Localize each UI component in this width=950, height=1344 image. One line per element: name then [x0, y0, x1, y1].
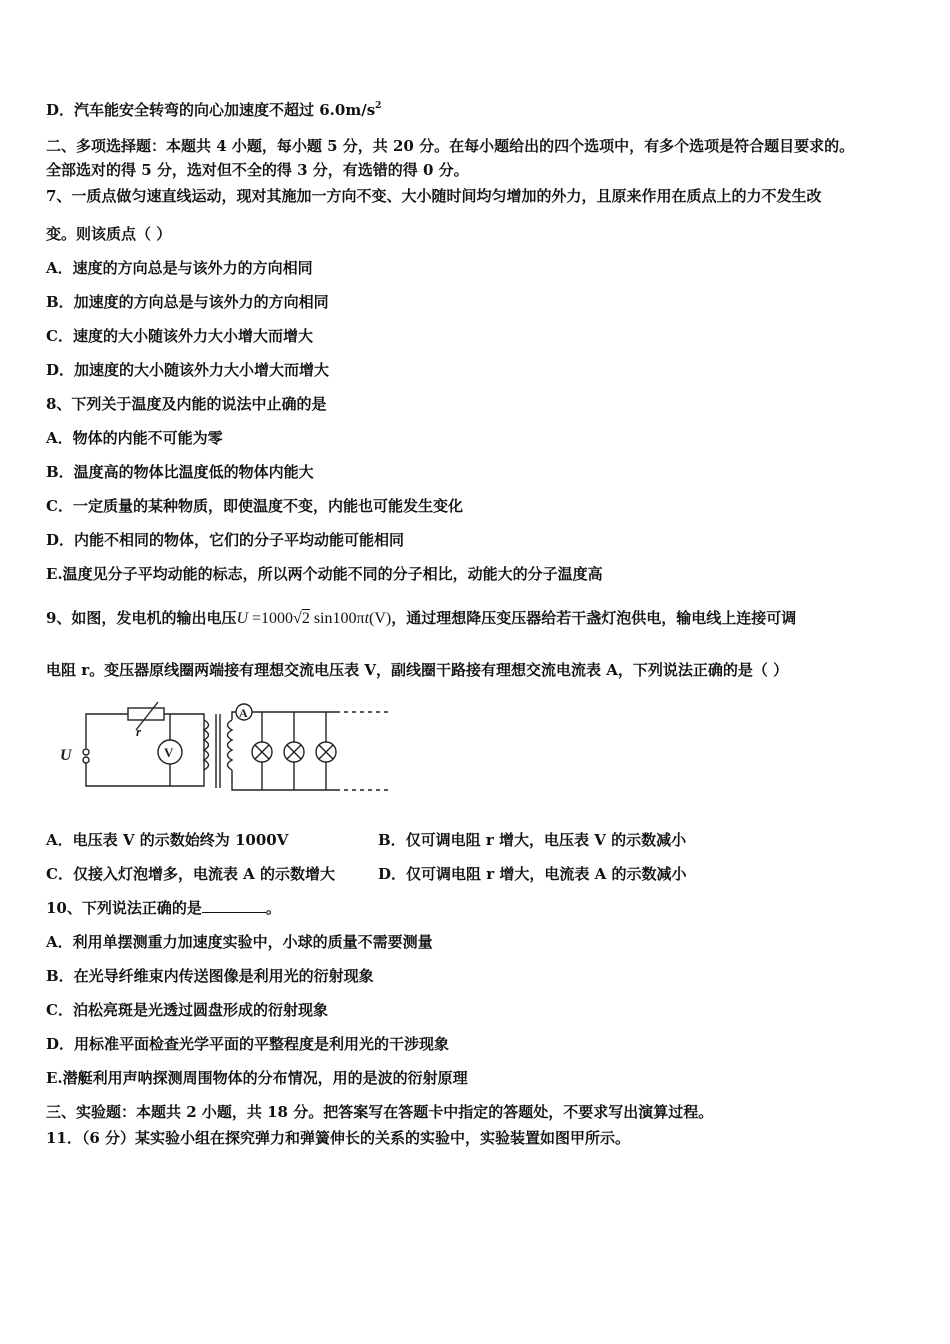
q9-option-d: D．仅可调电阻 r 增大，电流表 A 的示数减小	[378, 865, 687, 883]
q9-option-b: B．仅可调电阻 r 增大，电压表 V 的示数减小	[378, 831, 687, 849]
q11-stem: 11．（6 分）某实验小组在探究弹力和弹簧伸长的关系的实验中，实验装置如图甲所示。	[46, 1129, 631, 1147]
resistor-label: r	[136, 724, 142, 739]
section3-header: 三、实验题：本题共 2 小题，共 18 分。把答案写在答题卡中指定的答题处，不要求写出演算过程。	[46, 1103, 714, 1121]
q8-stem: 8、下列关于温度及内能的说法中止确的是	[46, 395, 327, 413]
q8-option-c: C．一定质量的某种物质，即使温度不变，内能也可能发生变化	[46, 497, 463, 515]
q8-option-b: B．温度高的物体比温度低的物体内能大	[46, 463, 314, 481]
q10-option-e: E.潜艇利用声呐探测周围物体的分布情况，用的是波的衍射原理	[46, 1069, 468, 1087]
q7-stem-line1: 7、一质点做匀速直线运动，现对其施加一方向不变、大小随时间均匀增加的外力，且原来作用在质点上的力不发生改	[46, 187, 822, 205]
q8-option-d: D．内能不相同的物体，它们的分子平均动能可能相同	[46, 531, 405, 549]
circuit-diagram	[54, 700, 400, 800]
voltmeter-label: V	[164, 745, 174, 760]
q9-option-a: A．电压表 V 的示数始终为 1000V	[46, 831, 289, 849]
q10-option-a: A．利用单摆测重力加速度实验中，小球的质量不需要测量	[46, 933, 433, 951]
ammeter-label: A	[239, 706, 248, 720]
section2-header-line1: 二、多项选择题：本题共 4 小题，每小题 5 分，共 20 分。在每小题给出的四个选项中，有多个选项是符合题目要求的。	[46, 137, 855, 155]
q7-stem-line2: 变。则该质点（ ）	[46, 225, 172, 243]
section2-header-line2: 全部选对的得 5 分，选对但不全的得 3 分，有选错的得 0 分。	[46, 161, 469, 179]
q7-option-d: D．加速度的大小随该外力大小增大而增大	[46, 361, 330, 379]
q9-stem-line2: 电阻 r。变压器原线圈两端接有理想交流电压表 V，副线圈干路接有理想交流电流表 A，下列说法正确的是（ ）	[46, 661, 789, 679]
q9-stem-line1: 9、如图，发电机的输出电压U =1000√2 sin100πt(V)，通过理想降压变压器给若干盏灯泡供电，输电线上连接可调	[46, 609, 797, 627]
q10-option-c: C．泊松亮斑是光透过圆盘形成的衍射现象	[46, 1001, 328, 1019]
q9-option-c: C．仅接入灯泡增多，电流表 A 的示数增大	[46, 865, 336, 883]
q7-option-b: B．加速度的方向总是与该外力的方向相同	[46, 293, 329, 311]
q8-option-a: A．物体的内能不可能为零	[46, 429, 223, 447]
q6-option-d: D．汽车能安全转弯的向心加速度不超过 $6.0m/s^2$	[46, 101, 382, 119]
q10-option-b: B．在光导纤维束内传送图像是利用光的衍射现象	[46, 967, 374, 985]
q7-option-a: A．速度的方向总是与该外力的方向相同	[46, 259, 313, 277]
q10-stem: 10、下列说法正确的是 。	[46, 899, 281, 917]
source-label: U	[60, 747, 72, 764]
voltage-formula: U =1000√2 sin100πt(V)	[236, 610, 392, 627]
answer-blank	[202, 898, 266, 913]
q8-option-e: E.温度见分子平均动能的标志，所以两个动能不同的分子相比，动能大的分子温度高	[46, 565, 603, 583]
q10-option-d: D．用标准平面检查光学平面的平整程度是利用光的干涉现象	[46, 1035, 450, 1053]
q7-option-c: C．速度的大小随该外力大小增大而增大	[46, 327, 313, 345]
